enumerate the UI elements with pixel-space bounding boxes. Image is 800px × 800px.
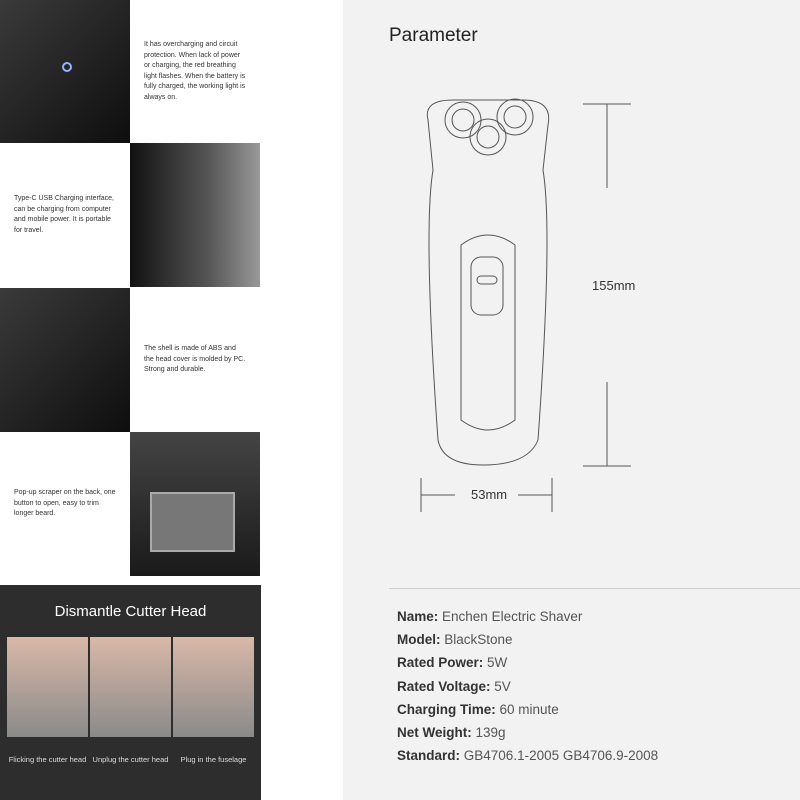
feature-text-typec: Type-C USB Charging interface, can be charging from computer and mobile power. It is portable for travel. <box>14 195 114 234</box>
feature-text-shell: The shell is made of ABS and the head cover is molded by PC. Strong and durable. <box>144 345 246 374</box>
scraper-image <box>130 432 260 576</box>
dismantle-panel <box>0 585 261 800</box>
spec-model: Model: BlackStone <box>397 632 513 647</box>
dismantle-title: Dismantle Cutter Head <box>54 603 207 620</box>
spec-rated-voltage: Rated Voltage: 5V <box>397 679 511 694</box>
typec-port-image <box>130 143 260 287</box>
height-dimension: 155mm <box>592 278 636 293</box>
shell-image <box>0 288 130 432</box>
power-button-image <box>0 0 130 143</box>
step-image-3 <box>173 637 254 737</box>
step-caption-1: Flicking the cutter head <box>8 755 87 764</box>
step-image-1 <box>7 637 88 737</box>
spec-rated-power: Rated Power: 5W <box>397 655 508 670</box>
parameter-title: Parameter <box>389 25 478 46</box>
step-caption-2: Unplug the cutter head <box>92 755 169 764</box>
power-light-icon <box>62 62 72 72</box>
parameter-panel <box>343 0 800 800</box>
spec-charging-time: Charging Time: 60 minute <box>397 702 559 717</box>
shaver-diagram <box>343 0 800 600</box>
divider <box>389 588 800 589</box>
width-dimension: 53mm <box>471 487 508 502</box>
feature-text-scraper: Pop-up scraper on the back, one button to open, easy to trim longer beard. <box>14 489 116 518</box>
spec-net-weight: Net Weight: 139g <box>397 725 506 740</box>
step-image-2 <box>90 637 171 737</box>
step-caption-3: Plug in the fuselage <box>180 755 247 764</box>
spec-name: Name: Enchen Electric Shaver <box>397 609 583 624</box>
feature-text-protection: It has overcharging and circuit protection. When lack of power or charging, the red breathing light flashes. When the battery is fully charged, the working light is always on. <box>144 41 246 101</box>
spec-standard: Standard: GB4706.1-2005 GB4706.9-2008 <box>397 748 659 763</box>
